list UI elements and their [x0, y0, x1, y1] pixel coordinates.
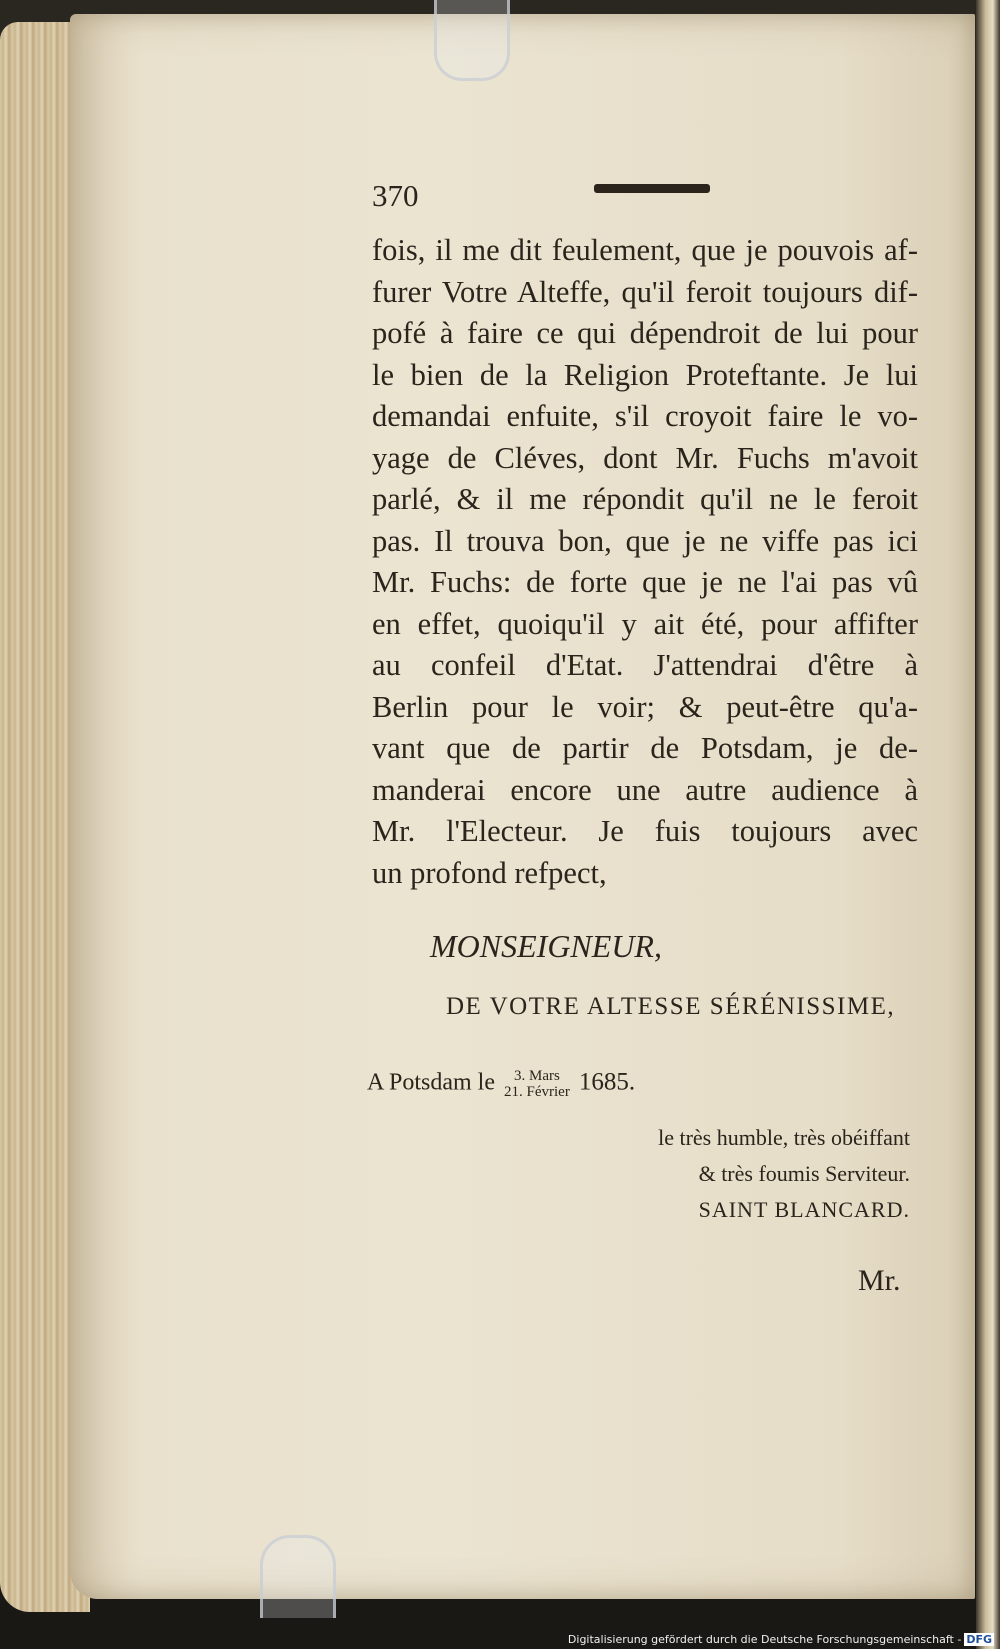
dateline-dates [504, 1068, 570, 1100]
digitization-credit [568, 1633, 994, 1646]
date-old-style: 21. Février [504, 1084, 570, 1100]
body-line: le bien de la Religion Proteftante. Je lui [372, 357, 918, 392]
dfg-logo: DFG [966, 1633, 992, 1646]
body-line: en effet, quoiqu'il y ait été, pour affifter [372, 606, 918, 641]
body-line: furer Votre Alteffe, qu'il feroit toujours dif- [372, 274, 918, 309]
credit-text: Digitalisierung gefördert durch die Deutsche Forschungsgemeinschaft - [567, 1633, 962, 1646]
body-line: au confeil d'Etat. J'attendrai d'être à [372, 648, 918, 682]
body-line: Berlin pour le voir; & peut-être qu'a- [372, 689, 918, 724]
body-line: pas. Il trouva bon, que je ne viffe pas ici [372, 523, 918, 558]
closing-line: & très foumis Serviteur. [698, 1161, 910, 1186]
body-line: demandai enfuite, s'il croyoit faire le vo- [372, 399, 918, 433]
top-page-clip [434, 0, 510, 81]
body-line: un profond refpect, [372, 855, 607, 890]
closing-line: le très humble, très obéiffant [658, 1125, 910, 1150]
catchword: Mr. [858, 1264, 901, 1297]
body-line: vant que de partir de Potsdam, je de- [372, 731, 918, 765]
date-new-style: 3. Mars [514, 1068, 560, 1084]
body-line: Mr. Fuchs: de forte que je ne l'ai pas vû [372, 565, 918, 599]
body-line: Mr. l'Electeur. Je fuis toujours avec [372, 814, 918, 848]
signature: SAINT BLANCARD. [698, 1197, 910, 1222]
dateline-place: A Potsdam le [367, 1069, 496, 1096]
dateline-year: 1685. [578, 1068, 636, 1096]
header-rule [594, 184, 710, 193]
page-number: 370 [372, 178, 419, 213]
body-line: pofé à faire ce qui dépendroit de lui pour [372, 316, 918, 350]
dateline [367, 1068, 635, 1100]
title-line: DE VOTRE ALTESSE SÉRÉNISSIME, [446, 993, 896, 1020]
body-text [372, 230, 918, 894]
bottom-page-clip [260, 1535, 336, 1618]
salutation: MONSEIGNEUR, [430, 928, 662, 964]
closing-block [560, 1120, 910, 1228]
adjacent-page-edge [976, 0, 1000, 1649]
body-line: yage de Cléves, dont Mr. Fuchs m'avoit [372, 440, 918, 475]
body-line: manderai encore une autre audience à [372, 772, 918, 807]
body-line: parlé, & il me répondit qu'il ne le feroit [372, 482, 918, 516]
body-line: fois, il me dit feulement, que je pouvois af- [372, 233, 918, 267]
